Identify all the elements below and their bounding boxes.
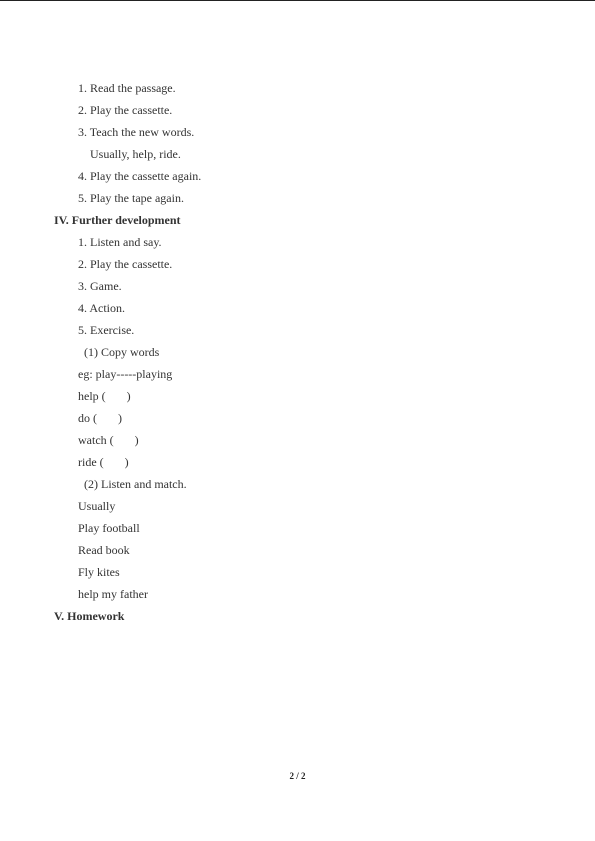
copy-words-title: (1) Copy words: [84, 345, 160, 359]
copy-word-ride: ride ( ): [78, 455, 129, 469]
step-read-passage: 1. Read the passage.: [78, 81, 176, 95]
step-action: 4. Action.: [78, 301, 125, 315]
step-play-cassette-again: 4. Play the cassette again.: [78, 169, 202, 183]
step-teach-words: 3. Teach the new words.: [78, 125, 195, 139]
copy-words-example: eg: play-----playing: [78, 367, 173, 381]
match-item-read-book: Read book: [78, 543, 130, 557]
listen-match-title: (2) Listen and match.: [84, 477, 187, 491]
page-number: 2 / 2: [289, 771, 306, 781]
top-border: [0, 0, 595, 1]
section-heading-further-development: IV. Further development: [54, 213, 181, 227]
new-words-list: Usually, help, ride.: [90, 147, 181, 161]
copy-word-help: help ( ): [78, 389, 131, 403]
step-exercise: 5. Exercise.: [78, 323, 135, 337]
match-item-help-father: help my father: [78, 587, 148, 601]
step-game: 3. Game.: [78, 279, 122, 293]
step-listen-say: 1. Listen and say.: [78, 235, 162, 249]
step-play-cassette: 2. Play the cassette.: [78, 103, 173, 117]
match-item-play-football: Play football: [78, 521, 140, 535]
copy-word-do: do ( ): [78, 411, 122, 425]
step-play-tape-again: 5. Play the tape again.: [78, 191, 184, 205]
section-heading-homework: V. Homework: [54, 609, 125, 623]
copy-word-watch: watch ( ): [78, 433, 139, 447]
step-play-cassette-2: 2. Play the cassette.: [78, 257, 173, 271]
match-item-usually: Usually: [78, 499, 116, 513]
match-item-fly-kites: Fly kites: [78, 565, 120, 579]
